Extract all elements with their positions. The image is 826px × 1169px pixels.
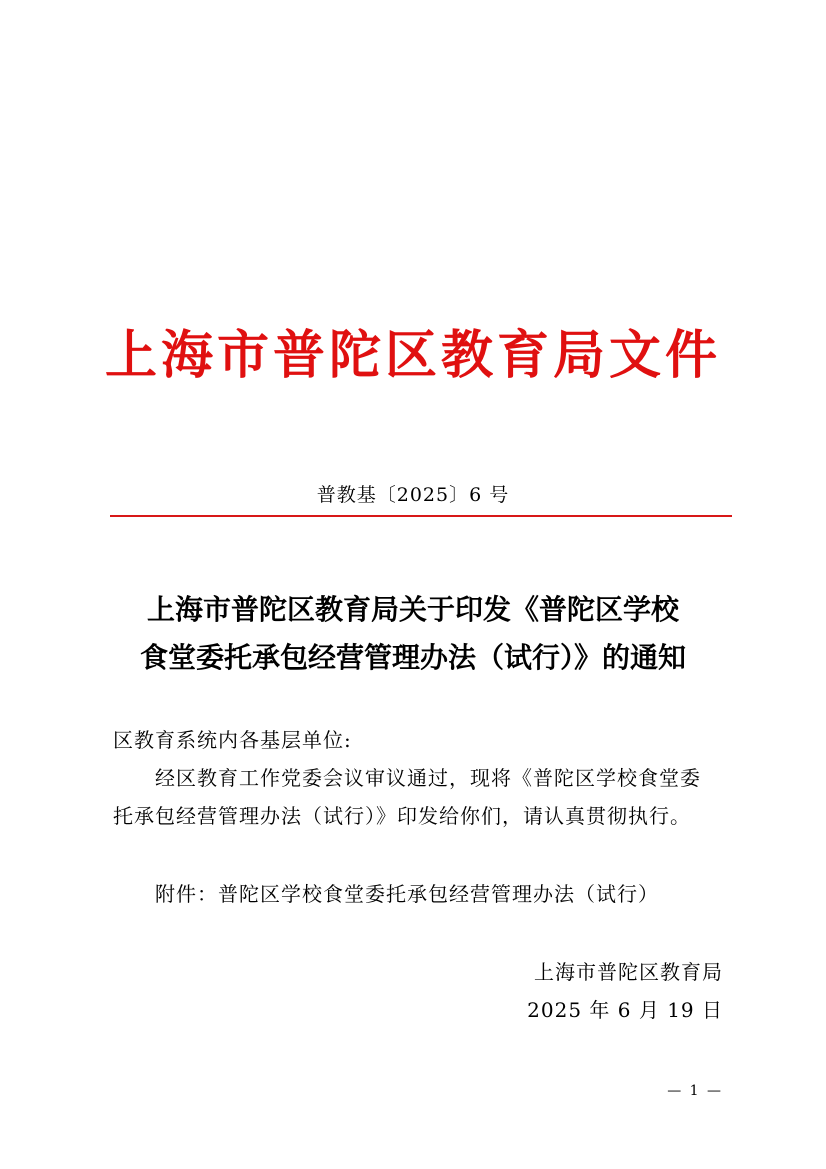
signature-date: 2025 年 6 月 19 日 <box>527 998 723 1022</box>
notice-title-line-1: 上海市普陀区教育局关于印发《普陀区学校 <box>146 593 679 626</box>
signature-organization: 上海市普陀区教育局 <box>534 960 723 984</box>
document-number: 普教基〔2025〕6 号 <box>316 484 510 506</box>
page-number: — 1 — <box>667 1083 723 1099</box>
attachment-note: 附件：普陀区学校食堂委托承包经营管理办法（试行） <box>155 882 659 906</box>
document-header-title: 上海市普陀区教育局文件 <box>104 325 721 386</box>
notice-title-line-2: 食堂委托承包经营管理办法（试行）》的通知 <box>139 641 686 674</box>
addressee: 区教育系统内各基层单位: <box>113 728 352 752</box>
red-divider <box>110 515 732 517</box>
body-paragraph-line-2: 托承包经营管理办法（试行）》印发给你们，请认真贯彻执行。 <box>113 804 691 828</box>
body-paragraph-line-1: 经区教育工作党委会议审议通过，现将《普陀区学校食堂委 <box>155 766 701 790</box>
